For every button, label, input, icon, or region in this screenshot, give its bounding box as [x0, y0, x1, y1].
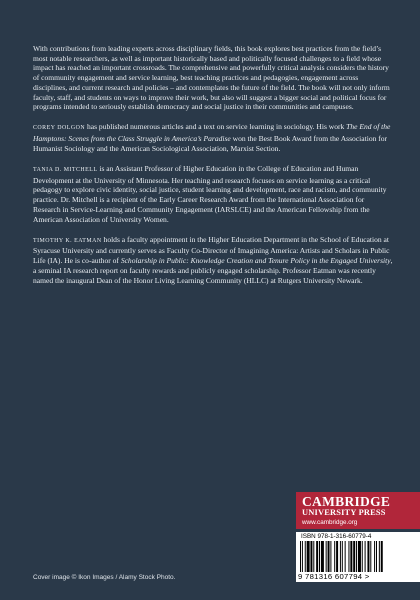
barcode-bar: [379, 541, 380, 572]
barcode-bar: [307, 541, 310, 572]
author-bio-mitchell: TANIA D. MITCHELL is an Assistant Professor of Higher Education in the College of Education and Human Development at the University of Minnesota. Her teaching and research focuses on service learning as a critical pedagogy to explore civic identity, social justice, student learning and development, race and racism, and community practice. Dr. Mitchell is a recipient of the Early Career Research Award from the International Association for Research in Service-Learning and Community Engagement (IARSLCE) and the American Fellowship from the American Association of University Women.: [33, 164, 387, 224]
back-cover-text: [33, 44, 393, 285]
barcode-digits: 9 781316 607794 >: [298, 572, 370, 581]
barcode-bar: [310, 541, 312, 572]
barcode-bar: [365, 541, 366, 572]
barcode-bar: [374, 541, 375, 572]
barcode-bar: [376, 541, 377, 572]
barcode-bar: [336, 541, 338, 572]
barcode-bar: [326, 541, 327, 572]
barcode-bar: [321, 541, 324, 572]
barcode-bar: [313, 541, 314, 572]
barcode-bar: [348, 541, 349, 572]
isbn-label: ISBN 978-1-316-60779-4: [301, 533, 372, 540]
barcode-bar: [305, 541, 306, 572]
barcode-bar: [302, 541, 303, 572]
barcode-bar: [353, 541, 355, 572]
author-bio-eatman: TIMOTHY K. EATMAN holds a faculty appointment in the Higher Education Department in the School of Education at Syracuse University and currently serves as Faculty Co-Director of Imagining America: Artists and Scholars in Public Life (IA). He is co-author of Scholarship in Public: Knowledge Creation and Tenure Policy in the Engaged University, a seminal IA research report on faculty rewards and publicly engaged scholarship. Professor Eatman was recently named the inaugural Dean of the Honor Living Learning Community (HLLC) at Rutgers University Newark.: [33, 234, 393, 285]
barcode-bar: [330, 541, 331, 572]
barcode-bar: [300, 541, 301, 572]
report-title: Scholarship in Public: Knowledge Creation and Tenure Policy in the Engaged University: [120, 256, 391, 266]
barcode-bar: [367, 541, 369, 572]
author-bio-dolgon: COREY DOLGON has published numerous articles and a text on service learning in sociology. His work The End of the Hamptons: Scenes from the Class Struggle in America’s Paradise won the Best Book Award from the Association for Humanist Sociology and the American Sociological Association, Marxist Section.: [33, 122, 391, 153]
publisher-url: www.cambridge.org: [302, 518, 358, 526]
book-title: The End of the Hamptons: Scenes from the Class Struggle in America’s Paradise: [33, 122, 391, 144]
book-description: With contributions from leading experts across disciplinary fields, this book explores best practices from the field’s most notable researchers, as well as important historically based and politically focused challenges to a field whose impact has reached an important crossroads. The comprehensive and powerfully critical analysis considers the history of community engagement and service learning, best teaching practices and pedagogies, engagement across disciplines, and current research and policies – and contemplates the future of the field. The book will not only inform faculty, staff, and students on ways to improve their work, but also will suggest a bigger social and political focus for programs intended to seriously establish democracy and social justice in their communities and campuses.: [33, 44, 390, 112]
publisher-logo: [296, 492, 420, 529]
barcode-bar: [342, 541, 343, 572]
publisher-subtitle: UNIVERSITY PRESS: [302, 508, 386, 517]
barcode-bar: [350, 541, 352, 572]
cover-credit: Cover image © Ikon Images / Alamy Stock Photo.: [33, 574, 176, 581]
barcode-bar: [362, 541, 363, 572]
publisher-name: CAMBRIDGE: [302, 494, 391, 509]
barcode-bar: [340, 541, 341, 572]
barcode-bar: [316, 541, 318, 572]
barcode-bar: [345, 541, 346, 572]
barcode-bar: [356, 541, 357, 572]
barcode-bar: [370, 541, 371, 572]
author-name: TIMOTHY K. EATMAN: [33, 237, 102, 244]
barcode-icon: [298, 541, 414, 572]
author-name: TANIA D. MITCHELL: [33, 167, 98, 174]
barcode-bar: [328, 541, 330, 572]
barcode-bar: [381, 541, 383, 572]
barcode-bar: [334, 541, 335, 572]
barcode-bar: [358, 541, 361, 572]
barcode-panel: [296, 532, 420, 582]
barcode-bar: [319, 541, 320, 572]
author-name: COREY DOLGON: [33, 125, 86, 132]
